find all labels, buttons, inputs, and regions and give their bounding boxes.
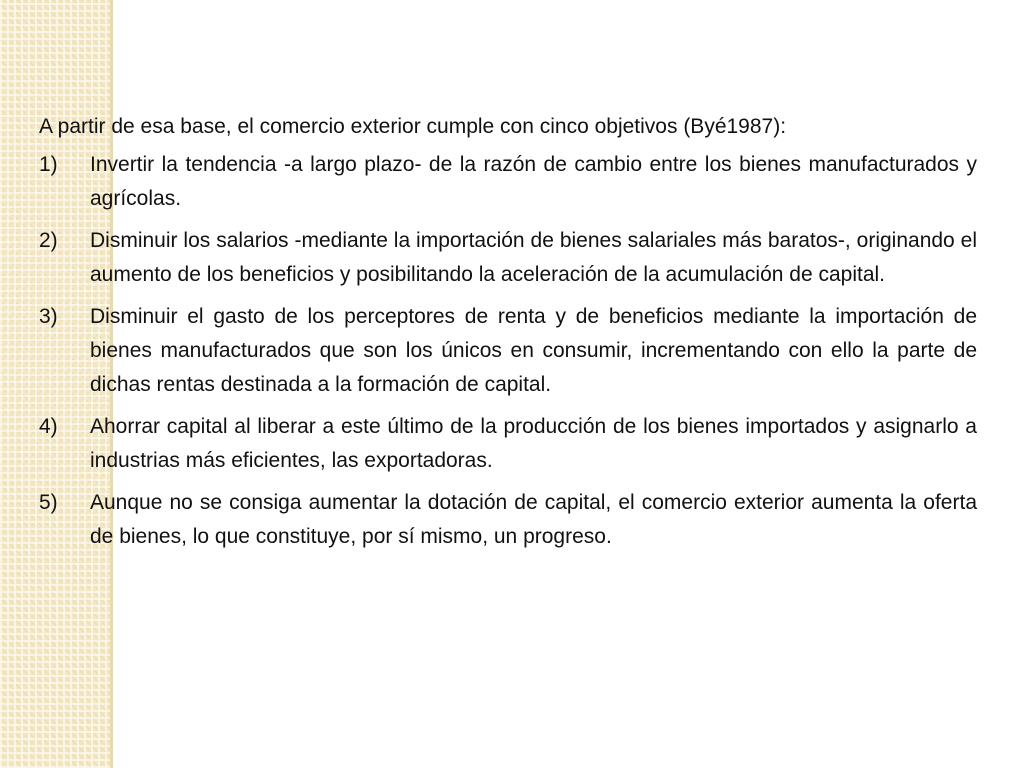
item-number: 2) <box>39 229 58 252</box>
item-text: Invertir la tendencia -a largo plazo- de la razón de cambio entre los bienes manufacturados y agrícolas. <box>90 153 977 210</box>
item-text: Aunque no se consiga aumentar la dotación de capital, el comercio exterior aumenta la oferta de bienes, lo que constituye, por sí mismo, un progreso. <box>90 491 977 548</box>
item-number: 1) <box>39 153 58 176</box>
item-number: 3) <box>39 305 58 328</box>
item-text: Disminuir los salarios -mediante la importación de bienes salariales más baratos-, originando el aumento de los beneficios y posibilitando la aceleración de la acumulación de capital. <box>90 229 977 286</box>
list-item-3 <box>39 300 977 402</box>
item-number: 4) <box>39 415 58 438</box>
list-item-1 <box>39 148 977 216</box>
item-text: Ahorrar capital al liberar a este último de la producción de los bienes importados y asignarlo a industrias más eficientes, las exportadoras. <box>90 415 977 472</box>
item-text: Disminuir el gasto de los perceptores de renta y de beneficios mediante la importación de bienes manufacturados que son los únicos en consumir, incrementando con ello la parte de dichas rentas destinada a la formación de capital. <box>90 305 977 396</box>
slide-content <box>39 110 977 562</box>
list-item-5 <box>39 486 977 554</box>
list-item-4 <box>39 410 977 478</box>
list-item-2 <box>39 224 977 292</box>
item-number: 5) <box>39 491 58 514</box>
intro-paragraph: A partir de esa base, el comercio exterior cumple con cinco objetivos (Byé1987): <box>39 115 787 138</box>
